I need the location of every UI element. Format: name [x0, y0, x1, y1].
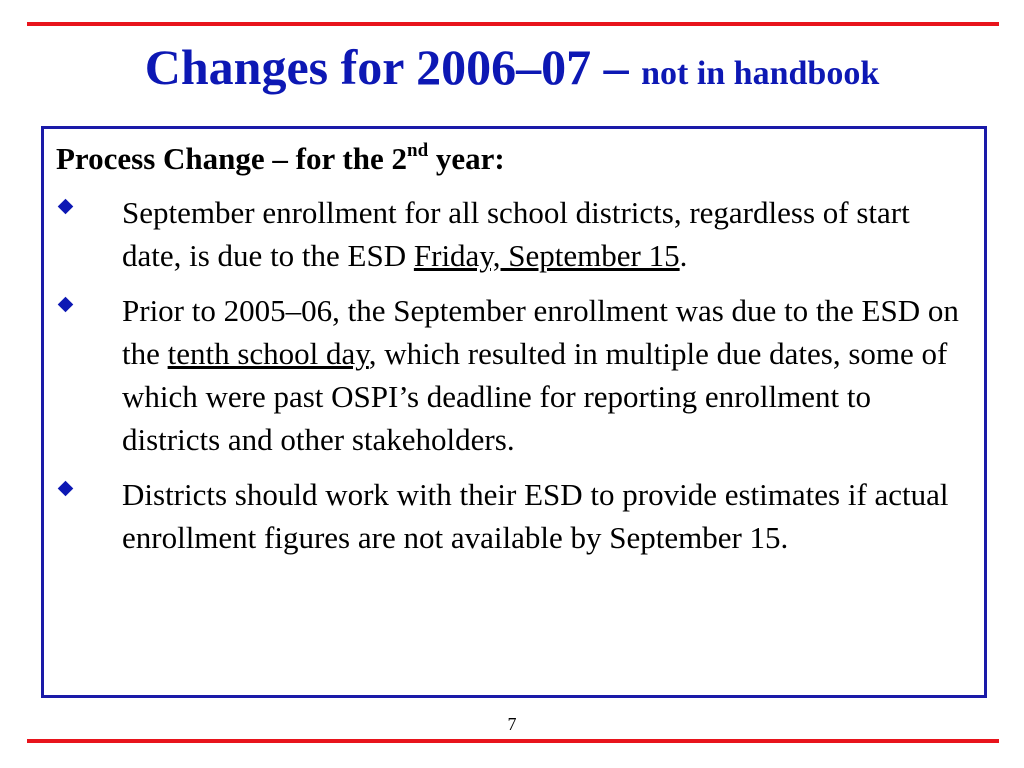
- content-box: [41, 126, 987, 698]
- bullet-list: [44, 191, 984, 571]
- heading-text: Process Change – for the 2: [56, 141, 408, 176]
- bullet-text: [122, 473, 962, 559]
- underlined-phrase: tenth school day: [167, 336, 369, 371]
- bullet-item: [44, 473, 984, 559]
- bullet-text-part: , which resulted in multiple due dates, some of which were past OSPI’s deadline for reporting enrollment to districts and other stakeholders.: [122, 336, 948, 457]
- diamond-bullet-icon: [58, 297, 74, 313]
- diamond-bullet-icon: [58, 481, 74, 497]
- heading-text-end: year:: [428, 141, 505, 176]
- title-subtitle: not in handbook: [641, 55, 880, 92]
- bullet-item: [44, 191, 984, 277]
- top-rule: [27, 22, 999, 26]
- bullet-text-part: Districts should work with their ESD to provide estimates if actual enrollment figures are not available by September 15.: [122, 477, 949, 555]
- page-number: 7: [507, 714, 517, 734]
- bullet-text: [122, 289, 962, 461]
- diamond-bullet-icon: [58, 199, 74, 215]
- bottom-rule: [27, 739, 999, 743]
- page-title: [0, 38, 1024, 96]
- heading-superscript: nd: [407, 140, 429, 161]
- bullet-text-part: .: [679, 238, 688, 273]
- bullet-text-part: Prior to 2005–06, the September enrollment was due to the ESD on the: [122, 293, 959, 371]
- section-heading: [56, 137, 505, 181]
- bullet-text: [122, 191, 962, 277]
- title-main: Changes for 2006–07 –: [144, 39, 642, 95]
- bullet-item: [44, 289, 984, 461]
- bullet-text-part: September enrollment for all school districts, regardless of start date, is due to the ESD: [122, 195, 910, 273]
- underlined-date: Friday, September 15: [413, 238, 680, 273]
